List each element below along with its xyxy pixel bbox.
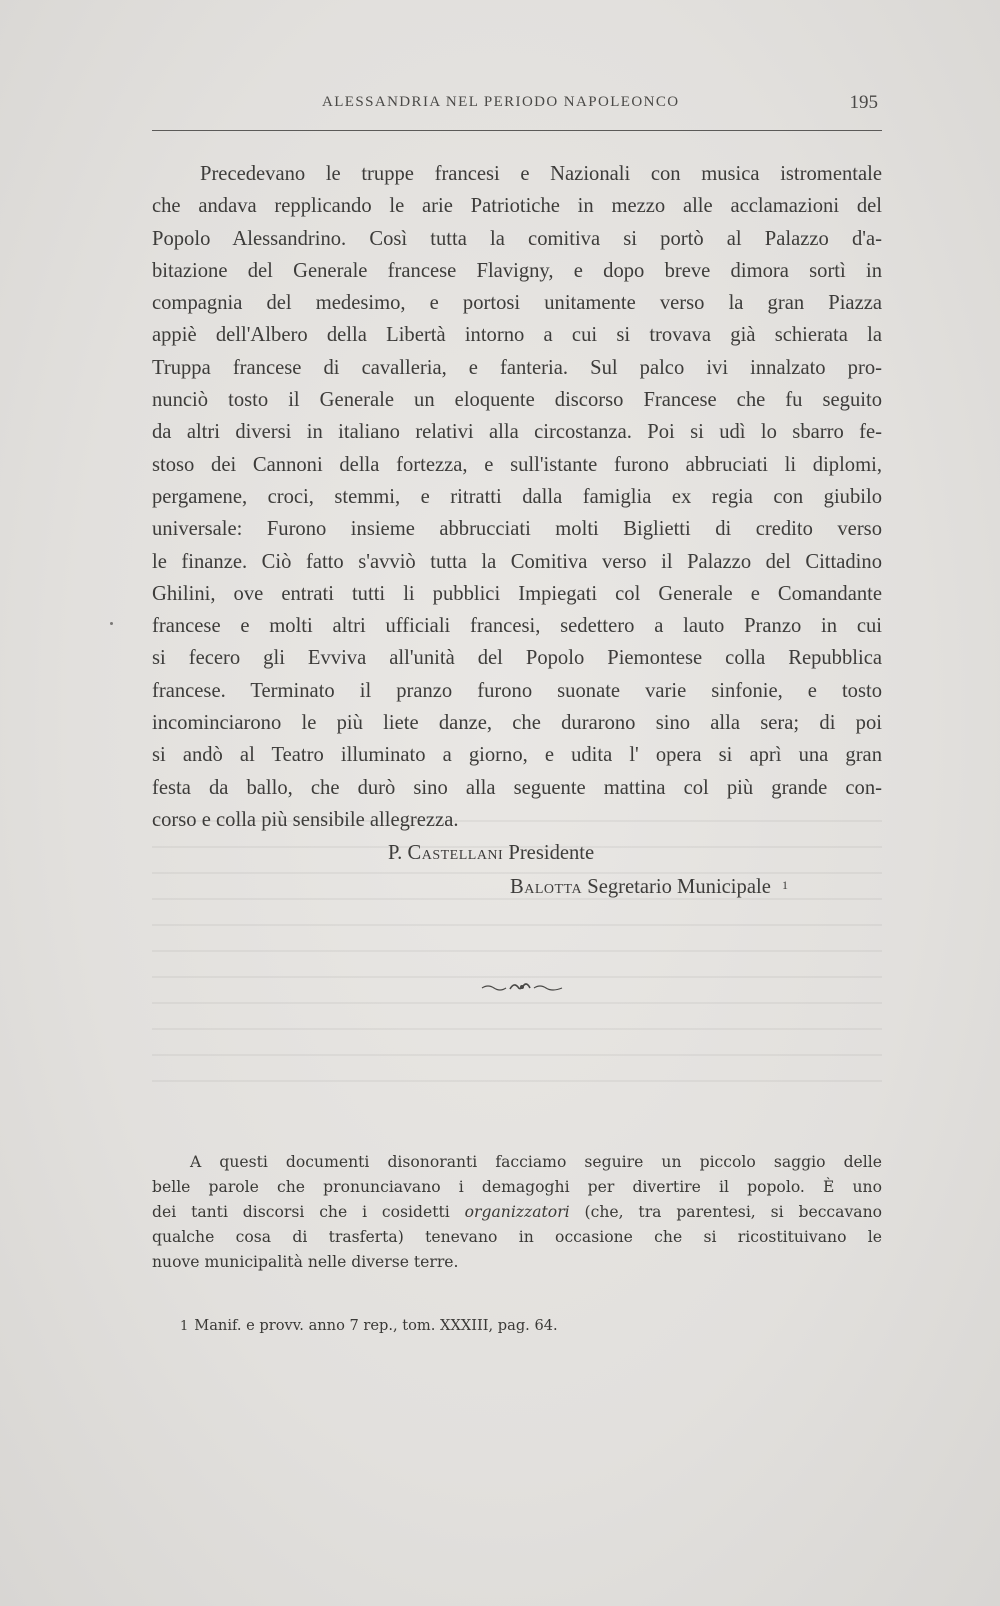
text-line: francese e molti altri ufficiali francesi, sedettero a lauto Pranzo in cui xyxy=(152,615,882,638)
text-line: Precedevano le truppe francesi e Nazionali con musica istromentale xyxy=(200,163,882,185)
footnote xyxy=(180,1317,558,1334)
note-italic-term: organizzatori xyxy=(464,1203,570,1221)
signature-president xyxy=(388,842,594,865)
margin-speck xyxy=(110,622,113,625)
text-line: appiè dell'Albero della Libertà intorno a cui si trovava già schierata la xyxy=(152,324,882,347)
footnote-reference: 1 xyxy=(782,878,788,892)
text-line: bitazione del Generale francese Flavigny, e dopo breve dimora sortì in xyxy=(152,259,882,282)
text-line: festa da ballo, che durò sino alla seguente mattina col più grande con- xyxy=(152,776,882,799)
text-line: pergamene, croci, stemmi, e ritratti dalla famiglia ex regia con giubilo xyxy=(152,485,882,508)
signature-name-balotta: Balotta xyxy=(510,876,583,898)
note-line: A questi documenti disonoranti facciamo seguire un piccolo saggio delle xyxy=(190,1153,882,1171)
text-line: le finanze. Ciò fatto s'avviò tutta la Comitiva verso il Palazzo del Cittadino xyxy=(152,550,882,573)
text-line: universale: Furono insieme abbrucciati molti Biglietti di credito verso xyxy=(152,518,882,541)
note-line-3-start: dei tanti discorsi che i cosidetti xyxy=(152,1203,450,1221)
main-paragraph xyxy=(152,158,882,836)
signature-name-castellani: Castellani xyxy=(407,842,504,864)
text-line: Truppa francese di cavalleria, e fanteria. Sul palco ivi innalzato pro- xyxy=(152,356,882,379)
text-line: si andò al Teatro illuminato a giorno, e udita l' opera si aprì una gran xyxy=(152,744,882,767)
page-number: 195 xyxy=(849,92,878,113)
text-line: si fecero gli Evviva all'unità del Popolo Piemontese colla Repubblica xyxy=(152,647,882,670)
header-rule xyxy=(152,130,882,131)
text-line: corso e colla più sensibile allegrezza. xyxy=(152,808,459,831)
note-line: belle parole che pronunciavano i demagoghi per divertire il popolo. È uno xyxy=(152,1178,882,1196)
signature-initial: P. xyxy=(388,842,403,864)
signature-secretary xyxy=(510,876,788,899)
footnote-mark: 1 xyxy=(180,1319,189,1334)
note-line-3-end: (che, tra parentesi, si beccavano xyxy=(584,1203,882,1221)
editorial-note xyxy=(152,1150,882,1275)
text-line: compagnia del medesimo, e portosi unitamente verso la gran Piazza xyxy=(152,292,882,315)
text-line: stoso dei Cannoni della fortezza, e sull'istante furono abbruciati li diplomi, xyxy=(152,453,882,476)
note-line: nuove municipalità nelle diverse terre. xyxy=(152,1253,459,1271)
note-line: qualche cosa di trasferta) tenevano in occasione che si ricostituivano le xyxy=(152,1228,882,1246)
running-title: ALESSANDRIA NEL PERIODO NAPOLEONCO xyxy=(322,94,680,110)
signature-role-president: Presidente xyxy=(508,842,595,864)
text-line: francese. Terminato il pranzo furono suonate varie sinfonie, e tosto xyxy=(152,679,882,702)
text-line: Ghilini, ove entrati tutti li pubblici Impiegati col Generale e Comandante xyxy=(152,582,882,605)
fleuron-ornament-icon xyxy=(480,980,564,994)
text-line: da altri diversi in italiano relativi alla circostanza. Poi si udì lo sbarro fe- xyxy=(152,421,882,444)
signature-role-secretary: Segretario Municipale xyxy=(587,876,771,898)
text-line: che andava repplicando le arie Patriotiche in mezzo alle acclamazioni del xyxy=(152,195,882,218)
note-line xyxy=(152,1200,882,1225)
text-line: Popolo Alessandrino. Così tutta la comitiva si portò al Palazzo d'a- xyxy=(152,227,882,250)
text-line: incominciarono le più liete danze, che durarono sino alla sera; di poi xyxy=(152,712,882,735)
text-line: nunciò tosto il Generale un eloquente discorso Francese che fu seguito xyxy=(152,389,882,412)
footnote-text: Manif. e provv. anno 7 rep., tom. XXXIII, pag. 64. xyxy=(194,1317,558,1334)
page-header xyxy=(152,92,882,122)
